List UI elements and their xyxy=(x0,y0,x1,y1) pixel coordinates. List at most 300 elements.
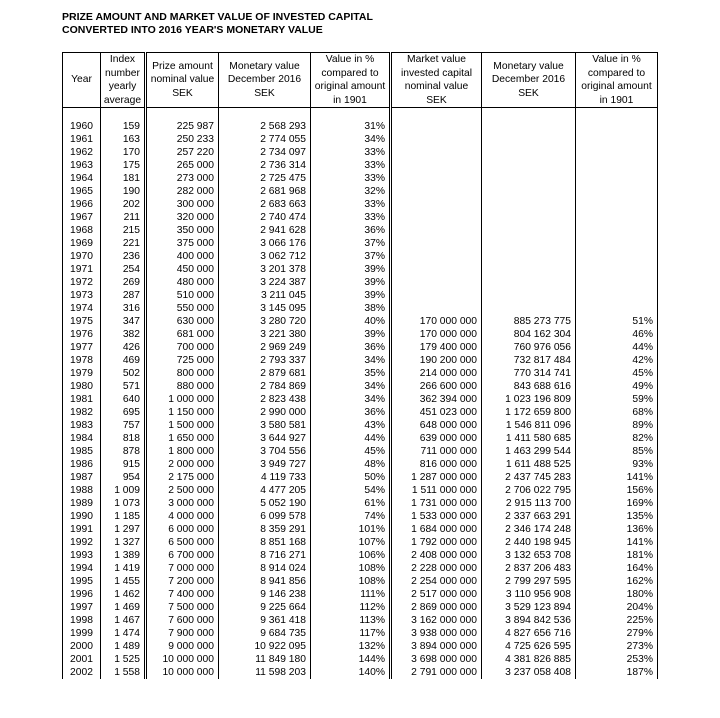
page-title xyxy=(62,11,373,37)
table-row xyxy=(63,289,658,302)
market-percent-cell xyxy=(576,172,658,185)
index-cell: 502 xyxy=(101,367,146,380)
market-percent-cell xyxy=(576,289,658,302)
index-cell: 190 xyxy=(101,185,146,198)
year-cell: 1989 xyxy=(63,497,101,510)
market-nominal-cell: 190 200 000 xyxy=(391,354,482,367)
year-cell: 1980 xyxy=(63,380,101,393)
table-row xyxy=(63,614,658,627)
prize-nominal-cell: 2 175 000 xyxy=(146,471,219,484)
prize-percent-cell: 39% xyxy=(311,289,391,302)
market-nominal-cell xyxy=(391,172,482,185)
prize-nominal-cell: 1 000 000 xyxy=(146,393,219,406)
market-monetary-cell: 3 529 123 894 xyxy=(482,601,576,614)
prize-percent-cell: 43% xyxy=(311,419,391,432)
market-percent-cell: 141% xyxy=(576,471,658,484)
market-percent-cell: 51% xyxy=(576,315,658,328)
header-line: SEK xyxy=(426,94,447,106)
market-percent-cell: 181% xyxy=(576,549,658,562)
prize-percent-cell: 33% xyxy=(311,172,391,185)
prize-nominal-cell: 7 400 000 xyxy=(146,588,219,601)
header-line: Monetary value xyxy=(229,60,300,72)
prize-monetary-cell: 8 359 291 xyxy=(219,523,311,536)
index-cell: 347 xyxy=(101,315,146,328)
index-cell: 426 xyxy=(101,341,146,354)
market-percent-cell: 279% xyxy=(576,627,658,640)
table-row xyxy=(63,159,658,172)
year-cell: 1996 xyxy=(63,588,101,601)
market-percent-cell: 89% xyxy=(576,419,658,432)
prize-monetary-cell: 2 734 097 xyxy=(219,146,311,159)
prize-percent-cell: 37% xyxy=(311,237,391,250)
index-cell: 1 389 xyxy=(101,549,146,562)
market-monetary-cell: 4 827 656 716 xyxy=(482,627,576,640)
market-nominal-cell: 3 894 000 000 xyxy=(391,640,482,653)
market-percent-cell: 93% xyxy=(576,458,658,471)
index-cell: 1 474 xyxy=(101,627,146,640)
prize-percent-cell: 48% xyxy=(311,458,391,471)
market-monetary-cell xyxy=(482,224,576,237)
market-percent-cell: 169% xyxy=(576,497,658,510)
prize-nominal-cell: 257 220 xyxy=(146,146,219,159)
index-cell: 316 xyxy=(101,302,146,315)
index-cell: 695 xyxy=(101,406,146,419)
market-nominal-cell xyxy=(391,120,482,133)
index-cell: 1 185 xyxy=(101,510,146,523)
market-percent-cell xyxy=(576,185,658,198)
year-cell: 1984 xyxy=(63,432,101,445)
prize-percent-cell: 33% xyxy=(311,146,391,159)
year-cell: 1961 xyxy=(63,133,101,146)
prize-monetary-cell: 3 201 378 xyxy=(219,263,311,276)
index-cell: 757 xyxy=(101,419,146,432)
table-row xyxy=(63,536,658,549)
market-monetary-cell: 2 346 174 248 xyxy=(482,523,576,536)
market-monetary-cell xyxy=(482,146,576,159)
market-percent-cell: 253% xyxy=(576,653,658,666)
year-cell: 1976 xyxy=(63,328,101,341)
header-line: Index xyxy=(109,54,136,65)
prize-nominal-cell: 250 233 xyxy=(146,133,219,146)
market-monetary-cell xyxy=(482,263,576,276)
market-percent-cell: 187% xyxy=(576,666,658,679)
market-monetary-cell: 732 817 484 xyxy=(482,354,576,367)
prize-nominal-cell: 7 500 000 xyxy=(146,601,219,614)
prize-monetary-cell: 3 704 556 xyxy=(219,445,311,458)
year-cell: 1975 xyxy=(63,315,101,328)
prize-nominal-cell: 400 000 xyxy=(146,250,219,263)
index-cell: 1 009 xyxy=(101,484,146,497)
market-monetary-cell xyxy=(482,172,576,185)
header-line: SEK xyxy=(172,87,193,99)
market-percent-cell xyxy=(576,146,658,159)
market-percent-cell: 204% xyxy=(576,601,658,614)
prize-monetary-cell: 2 969 249 xyxy=(219,341,311,354)
market-percent-cell: 162% xyxy=(576,575,658,588)
prize-monetary-cell: 2 683 663 xyxy=(219,198,311,211)
index-cell: 163 xyxy=(101,133,146,146)
market-percent-cell xyxy=(576,120,658,133)
index-cell: 1 462 xyxy=(101,588,146,601)
prize-nominal-cell: 1 150 000 xyxy=(146,406,219,419)
prize-monetary-cell: 9 225 664 xyxy=(219,601,311,614)
market-percent-cell xyxy=(576,159,658,172)
market-nominal-cell: 179 400 000 xyxy=(391,341,482,354)
prize-percent-cell: 117% xyxy=(311,627,391,640)
header-line: nominal value xyxy=(404,81,469,92)
header-line: December 2016 xyxy=(491,74,566,86)
year-cell: 2000 xyxy=(63,640,101,653)
prize-monetary-cell: 2 784 869 xyxy=(219,380,311,393)
table-row xyxy=(63,640,658,653)
market-nominal-cell: 1 684 000 000 xyxy=(391,523,482,536)
prize-monetary-cell: 6 099 578 xyxy=(219,510,311,523)
table-row xyxy=(63,432,658,445)
table-row xyxy=(63,120,658,133)
prize-monetary-cell: 2 941 628 xyxy=(219,224,311,237)
prize-nominal-cell: 10 000 000 xyxy=(146,666,219,679)
market-percent-cell: 141% xyxy=(576,536,658,549)
index-cell: 915 xyxy=(101,458,146,471)
header-line: Prize amount xyxy=(152,60,213,72)
year-cell: 1991 xyxy=(63,523,101,536)
market-percent-cell: 42% xyxy=(576,354,658,367)
prize-monetary-cell: 3 145 095 xyxy=(219,302,311,315)
year-cell: 2002 xyxy=(63,666,101,679)
prize-nominal-cell: 1 500 000 xyxy=(146,419,219,432)
year-cell: 1998 xyxy=(63,614,101,627)
prize-monetary-cell: 2 736 314 xyxy=(219,159,311,172)
market-nominal-cell: 711 000 000 xyxy=(391,445,482,458)
market-nominal-cell: 266 600 000 xyxy=(391,380,482,393)
index-cell: 202 xyxy=(101,198,146,211)
market-nominal-cell: 170 000 000 xyxy=(391,328,482,341)
market-monetary-cell: 843 688 616 xyxy=(482,380,576,393)
market-nominal-cell xyxy=(391,198,482,211)
market-monetary-cell xyxy=(482,185,576,198)
prize-monetary-cell: 2 823 438 xyxy=(219,393,311,406)
index-cell: 1 327 xyxy=(101,536,146,549)
market-monetary-cell: 1 611 488 525 xyxy=(482,458,576,471)
market-percent-cell: 180% xyxy=(576,588,658,601)
market-nominal-cell: 214 000 000 xyxy=(391,367,482,380)
table-row xyxy=(63,549,658,562)
table-row xyxy=(63,601,658,614)
market-monetary-cell: 3 237 058 408 xyxy=(482,666,576,679)
market-nominal-cell: 3 938 000 000 xyxy=(391,627,482,640)
year-cell: 1997 xyxy=(63,601,101,614)
prize-percent-cell: 113% xyxy=(311,614,391,627)
market-monetary-cell: 760 976 056 xyxy=(482,341,576,354)
index-cell: 878 xyxy=(101,445,146,458)
prize-monetary-cell: 9 146 238 xyxy=(219,588,311,601)
market-nominal-cell xyxy=(391,224,482,237)
market-nominal-cell: 1 533 000 000 xyxy=(391,510,482,523)
year-cell: 1968 xyxy=(63,224,101,237)
table-row xyxy=(63,172,658,185)
prize-monetary-cell: 3 280 720 xyxy=(219,315,311,328)
prize-monetary-cell: 3 211 045 xyxy=(219,289,311,302)
market-nominal-cell: 639 000 000 xyxy=(391,432,482,445)
market-monetary-cell xyxy=(482,159,576,172)
year-cell: 1985 xyxy=(63,445,101,458)
year-cell: 1973 xyxy=(63,289,101,302)
market-percent-cell: 44% xyxy=(576,341,658,354)
market-percent-cell: 85% xyxy=(576,445,658,458)
year-cell: 1971 xyxy=(63,263,101,276)
year-cell: 1974 xyxy=(63,302,101,315)
header-line: Year xyxy=(71,74,92,86)
prize-percent-cell: 74% xyxy=(311,510,391,523)
prize-nominal-cell: 510 000 xyxy=(146,289,219,302)
market-nominal-cell xyxy=(391,263,482,276)
year-cell: 1992 xyxy=(63,536,101,549)
year-cell: 1966 xyxy=(63,198,101,211)
table-row xyxy=(63,588,658,601)
prize-nominal-cell: 725 000 xyxy=(146,354,219,367)
year-cell: 1979 xyxy=(63,367,101,380)
market-nominal-cell: 451 023 000 xyxy=(391,406,482,419)
market-percent-header xyxy=(576,53,658,108)
table-row xyxy=(63,250,658,263)
year-cell: 1987 xyxy=(63,471,101,484)
market-monetary-cell: 1 023 196 809 xyxy=(482,393,576,406)
table-row xyxy=(63,302,658,315)
prize-nominal-cell: 300 000 xyxy=(146,198,219,211)
year-cell: 1978 xyxy=(63,354,101,367)
table-row xyxy=(63,315,658,328)
market-monetary-cell xyxy=(482,120,576,133)
prize-nominal-cell: 880 000 xyxy=(146,380,219,393)
year-header xyxy=(63,53,101,108)
index-cell: 1 525 xyxy=(101,653,146,666)
prize-nominal-cell: 800 000 xyxy=(146,367,219,380)
year-cell: 1983 xyxy=(63,419,101,432)
prize-monetary-cell: 11 598 203 xyxy=(219,666,311,679)
prize-monetary-cell: 8 941 856 xyxy=(219,575,311,588)
header-line: SEK xyxy=(518,87,539,99)
market-monetary-cell: 2 706 022 795 xyxy=(482,484,576,497)
prize-nominal-cell: 375 000 xyxy=(146,237,219,250)
market-percent-cell xyxy=(576,263,658,276)
header-line: in 1901 xyxy=(599,94,634,106)
market-monetary-cell: 885 273 775 xyxy=(482,315,576,328)
market-nominal-header xyxy=(391,53,482,108)
market-nominal-cell: 170 000 000 xyxy=(391,315,482,328)
market-percent-cell: 68% xyxy=(576,406,658,419)
market-nominal-cell xyxy=(391,146,482,159)
market-monetary-cell xyxy=(482,289,576,302)
table-row xyxy=(63,367,658,380)
prize-percent-cell: 101% xyxy=(311,523,391,536)
prize-percent-cell: 34% xyxy=(311,380,391,393)
year-cell: 1990 xyxy=(63,510,101,523)
prize-percent-cell: 45% xyxy=(311,445,391,458)
prize-monetary-cell: 9 361 418 xyxy=(219,614,311,627)
prize-nominal-cell: 1 800 000 xyxy=(146,445,219,458)
market-percent-cell: 82% xyxy=(576,432,658,445)
header-line: original amount xyxy=(581,81,652,92)
year-cell: 1965 xyxy=(63,185,101,198)
header-line: Value in % xyxy=(325,54,375,65)
table-row xyxy=(63,393,658,406)
table-row xyxy=(63,354,658,367)
market-nominal-cell: 1 511 000 000 xyxy=(391,484,482,497)
table-row xyxy=(63,276,658,289)
year-cell: 1995 xyxy=(63,575,101,588)
prize-nominal-cell: 2 000 000 xyxy=(146,458,219,471)
index-cell: 1 558 xyxy=(101,666,146,679)
prize-nominal-cell: 225 987 xyxy=(146,120,219,133)
market-nominal-cell: 2 254 000 000 xyxy=(391,575,482,588)
index-header xyxy=(101,53,146,108)
index-cell: 1 419 xyxy=(101,562,146,575)
prize-monetary-cell: 11 849 180 xyxy=(219,653,311,666)
prize-monetary-cell: 2 990 000 xyxy=(219,406,311,419)
index-cell: 221 xyxy=(101,237,146,250)
table-row xyxy=(63,471,658,484)
prize-percent-cell: 36% xyxy=(311,224,391,237)
prize-nominal-cell: 9 000 000 xyxy=(146,640,219,653)
prize-percent-cell: 108% xyxy=(311,575,391,588)
header-line: original amount xyxy=(314,81,386,92)
market-monetary-cell: 1 463 299 544 xyxy=(482,445,576,458)
prize-monetary-cell: 2 774 055 xyxy=(219,133,311,146)
prize-percent-cell: 50% xyxy=(311,471,391,484)
market-monetary-cell xyxy=(482,250,576,263)
spacer-row xyxy=(63,108,658,121)
prize-nominal-cell: 681 000 xyxy=(146,328,219,341)
market-nominal-cell: 816 000 000 xyxy=(391,458,482,471)
market-monetary-cell xyxy=(482,133,576,146)
index-cell: 1 489 xyxy=(101,640,146,653)
market-monetary-cell: 3 894 842 536 xyxy=(482,614,576,627)
table-row xyxy=(63,510,658,523)
market-percent-cell xyxy=(576,224,658,237)
header-line: in 1901 xyxy=(333,94,367,106)
market-nominal-cell: 2 791 000 000 xyxy=(391,666,482,679)
year-cell: 1967 xyxy=(63,211,101,224)
index-cell: 170 xyxy=(101,146,146,159)
index-cell: 254 xyxy=(101,263,146,276)
table-row xyxy=(63,497,658,510)
prize-nominal-cell: 7 600 000 xyxy=(146,614,219,627)
prize-percent-cell: 140% xyxy=(311,666,391,679)
market-nominal-cell: 648 000 000 xyxy=(391,419,482,432)
market-monetary-cell: 4 725 626 595 xyxy=(482,640,576,653)
table-row xyxy=(63,575,658,588)
header-row xyxy=(63,53,658,108)
prize-monetary-cell: 3 949 727 xyxy=(219,458,311,471)
market-percent-cell: 136% xyxy=(576,523,658,536)
year-cell: 2001 xyxy=(63,653,101,666)
table-row xyxy=(63,627,658,640)
market-percent-cell: 225% xyxy=(576,614,658,627)
year-cell: 1993 xyxy=(63,549,101,562)
prize-monetary-cell: 4 119 733 xyxy=(219,471,311,484)
table-row xyxy=(63,198,658,211)
index-cell: 954 xyxy=(101,471,146,484)
index-cell: 215 xyxy=(101,224,146,237)
prize-percent-cell: 132% xyxy=(311,640,391,653)
prize-monetary-cell: 8 914 024 xyxy=(219,562,311,575)
prize-nominal-cell: 7 200 000 xyxy=(146,575,219,588)
prize-percent-cell: 38% xyxy=(311,302,391,315)
prize-percent-cell: 44% xyxy=(311,432,391,445)
index-cell: 181 xyxy=(101,172,146,185)
market-monetary-cell: 1 546 811 096 xyxy=(482,419,576,432)
prize-nominal-cell: 1 650 000 xyxy=(146,432,219,445)
index-cell: 1 455 xyxy=(101,575,146,588)
prize-nominal-cell: 10 000 000 xyxy=(146,653,219,666)
market-nominal-cell: 3 698 000 000 xyxy=(391,653,482,666)
index-cell: 1 469 xyxy=(101,601,146,614)
market-percent-cell xyxy=(576,302,658,315)
prize-monetary-cell: 8 851 168 xyxy=(219,536,311,549)
header-line: SEK xyxy=(254,87,275,99)
prize-percent-cell: 37% xyxy=(311,250,391,263)
prize-nominal-header xyxy=(146,53,219,108)
year-cell: 1962 xyxy=(63,146,101,159)
market-nominal-cell xyxy=(391,237,482,250)
year-cell: 1970 xyxy=(63,250,101,263)
market-monetary-cell: 2 337 663 291 xyxy=(482,510,576,523)
prize-monetary-cell: 2 740 474 xyxy=(219,211,311,224)
prize-nominal-cell: 273 000 xyxy=(146,172,219,185)
year-cell: 1969 xyxy=(63,237,101,250)
market-percent-cell xyxy=(576,133,658,146)
prize-percent-cell: 33% xyxy=(311,211,391,224)
index-cell: 175 xyxy=(101,159,146,172)
prize-monetary-cell: 3 580 581 xyxy=(219,419,311,432)
prize-percent-cell: 144% xyxy=(311,653,391,666)
prize-percent-cell: 39% xyxy=(311,276,391,289)
market-monetary-cell: 2 799 297 595 xyxy=(482,575,576,588)
prize-monetary-cell: 3 224 387 xyxy=(219,276,311,289)
prize-monetary-cell: 3 062 712 xyxy=(219,250,311,263)
prize-monetary-cell: 9 684 735 xyxy=(219,627,311,640)
market-nominal-cell: 2 869 000 000 xyxy=(391,601,482,614)
index-cell: 469 xyxy=(101,354,146,367)
prize-percent-cell: 32% xyxy=(311,185,391,198)
prize-nominal-cell: 6 500 000 xyxy=(146,536,219,549)
prize-percent-cell: 31% xyxy=(311,120,391,133)
table-row xyxy=(63,562,658,575)
prize-nominal-cell: 7 000 000 xyxy=(146,562,219,575)
market-nominal-cell xyxy=(391,133,482,146)
prize-percent-cell: 61% xyxy=(311,497,391,510)
prize-percent-cell: 54% xyxy=(311,484,391,497)
prize-percent-cell: 33% xyxy=(311,159,391,172)
prize-percent-cell: 34% xyxy=(311,393,391,406)
prize-percent-cell: 106% xyxy=(311,549,391,562)
prize-percent-cell: 108% xyxy=(311,562,391,575)
table-row xyxy=(63,484,658,497)
year-cell: 1964 xyxy=(63,172,101,185)
year-cell: 1986 xyxy=(63,458,101,471)
year-cell: 1994 xyxy=(63,562,101,575)
prize-percent-cell: 111% xyxy=(311,588,391,601)
index-cell: 1 467 xyxy=(101,614,146,627)
market-nominal-cell: 1 792 000 000 xyxy=(391,536,482,549)
prize-nominal-cell: 2 500 000 xyxy=(146,484,219,497)
market-percent-cell: 45% xyxy=(576,367,658,380)
index-cell: 1 073 xyxy=(101,497,146,510)
prize-monetary-cell: 4 477 205 xyxy=(219,484,311,497)
market-monetary-cell: 2 437 745 283 xyxy=(482,471,576,484)
market-nominal-cell: 1 731 000 000 xyxy=(391,497,482,510)
header-line: compared to xyxy=(587,67,646,79)
